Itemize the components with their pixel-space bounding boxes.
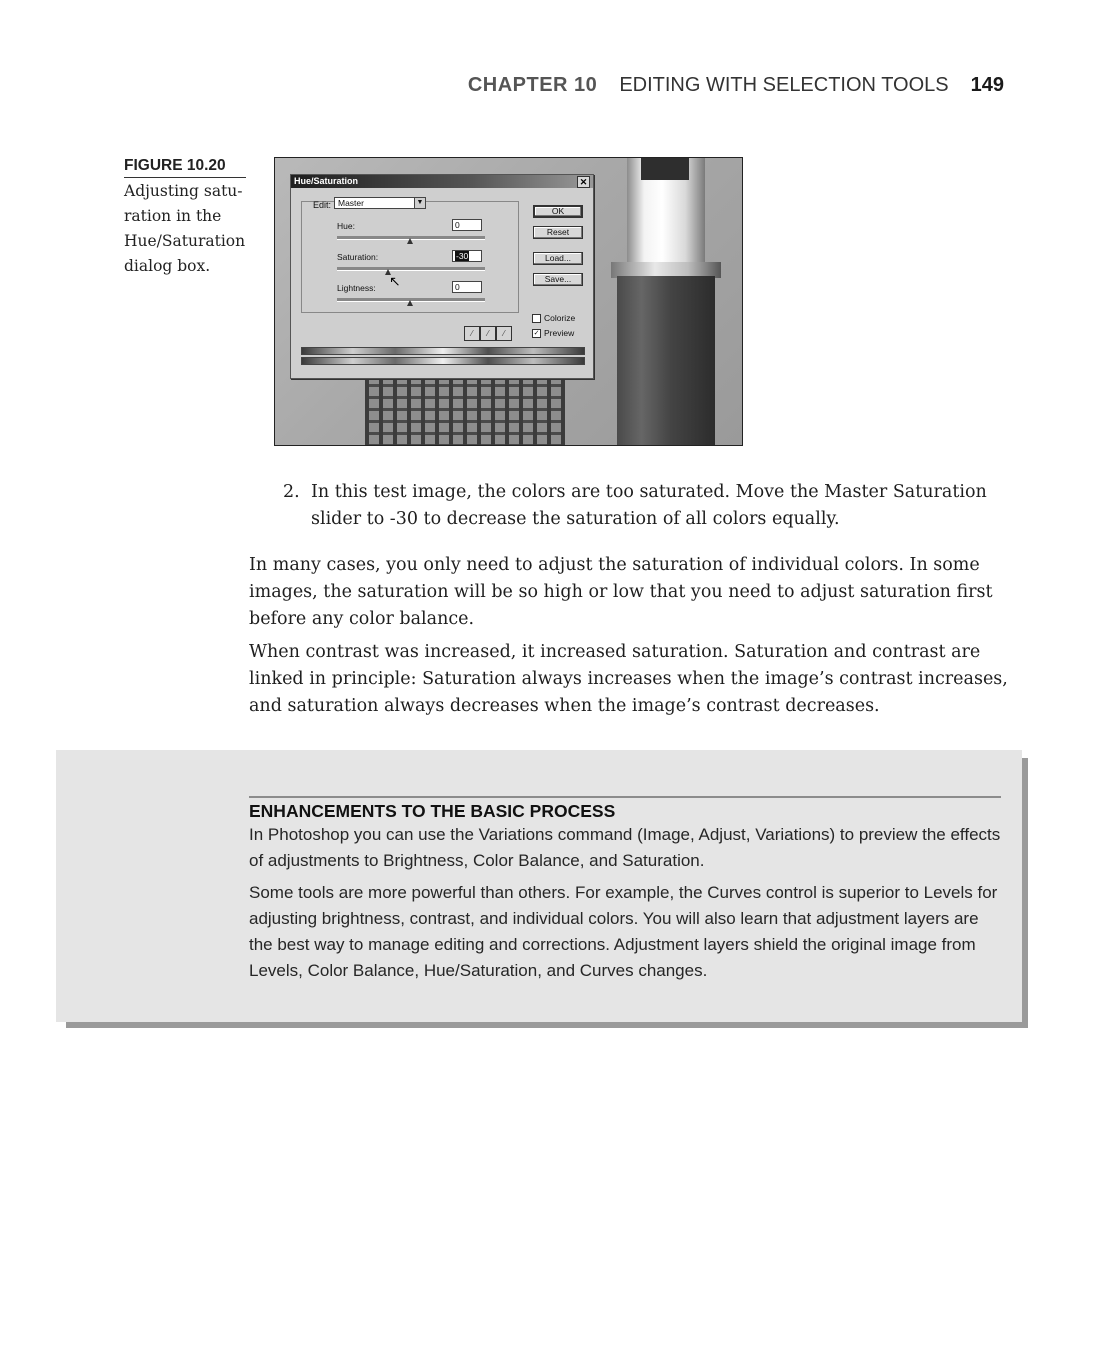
sidebar-heading: ENHANCEMENTS TO THE BASIC PROCESS (249, 801, 616, 821)
sidebar-rule (249, 796, 1001, 798)
body-paragraph: In many cases, you only need to adjust the saturation of individual colors. In some images, the saturation will be so high or low that you need to adjust saturation first before any color balance. (249, 555, 993, 629)
preview-checkbox[interactable] (532, 328, 574, 338)
colorize-label: Colorize (544, 313, 576, 323)
close-icon[interactable]: ✕ (577, 176, 590, 188)
eyedropper-minus-icon[interactable]: ⁄ (496, 326, 512, 341)
sidebar-paragraph: Some tools are more powerful than others. For example, the Curves control is superior to Levels for adjusting brightness, contrast, and individual colors. You will also learn that adjustment layers are the best way to manage editing and corrections. Adjustment layers shield the original image from Levels, Color Balance, Hue/Saturation, and Curves changes. (249, 883, 998, 980)
load-button[interactable]: Load... (533, 252, 583, 265)
mouse-pointer-icon: ↖ (389, 273, 401, 289)
eyedropper-plus-icon[interactable]: ⁄ (480, 326, 496, 341)
running-head (468, 74, 1004, 97)
sidebar-box (56, 750, 1022, 1022)
dialog-title: Hue/Saturation (294, 176, 359, 186)
figure-caption-text: Adjusting satu- ration in the Hue/Saturation dialog box. (124, 182, 246, 275)
sidebar-content (249, 796, 1001, 990)
edit-label: Edit: (313, 200, 332, 210)
lightness-slider-thumb[interactable] (407, 300, 413, 306)
hue-input[interactable] (452, 219, 482, 231)
chevron-down-icon: ▼ (414, 198, 425, 208)
hue-label: Hue: (337, 221, 355, 231)
ok-button[interactable]: OK (533, 205, 583, 218)
body-text (249, 552, 1009, 726)
saturation-label: Saturation: (337, 252, 379, 262)
color-spectrum-bar-top (301, 347, 585, 355)
edit-select-value: Master (338, 198, 364, 208)
hue-input-value: 0 (455, 220, 460, 230)
edit-select[interactable] (334, 197, 426, 209)
preview-checkbox-box[interactable]: ✓ (533, 329, 540, 337)
lightness-label: Lightness: (337, 283, 376, 293)
chapter-label: CHAPTER 10 (467, 74, 598, 96)
page-number: 149 (970, 74, 1004, 96)
step-number: 2. (283, 482, 300, 502)
eyedropper-icon[interactable]: ⁄ (464, 326, 480, 341)
reset-button[interactable]: Reset (533, 226, 583, 239)
saturation-slider[interactable] (337, 267, 485, 271)
lightness-input[interactable] (452, 281, 482, 293)
body-paragraph: When contrast was increased, it increased saturation. Saturation and contrast are linked in principle: Saturation always increases when the image’s contrast increases, and saturation always decreases when the image’s contrast decreases. (249, 642, 1008, 716)
step-text: In this test image, the colors are too saturated. Move the Master Saturation slider to -30 to decrease the saturation of all colors equally. (311, 482, 987, 529)
figure-label: FIGURE 10.20 (124, 156, 246, 178)
rocket-tip (641, 158, 689, 180)
figure-caption (124, 156, 246, 279)
preview-label: Preview (544, 328, 575, 338)
color-spectrum-bar-bottom (301, 357, 585, 365)
dialog-titlebar (291, 175, 593, 188)
sidebar-paragraph: In Photoshop you can use the Variations command (Image, Adjust, Variations) to preview the effects of adjustments to Brightness, Color Balance, and Saturation. (249, 825, 1001, 870)
colorize-checkbox[interactable] (532, 313, 575, 323)
numbered-step (283, 479, 1003, 533)
lightness-input-value: 0 (455, 282, 460, 292)
saturation-input-value: -30 (456, 251, 469, 261)
master-group-box (301, 201, 519, 313)
rocket-lower-stage (617, 276, 715, 446)
saturation-input[interactable] (452, 250, 482, 262)
save-button[interactable]: Save... (533, 273, 583, 286)
hue-slider-thumb[interactable] (407, 238, 413, 244)
hue-saturation-dialog (290, 174, 594, 379)
eyedropper-tools (464, 326, 512, 341)
figure-screenshot (274, 157, 743, 446)
colorize-checkbox-box[interactable] (532, 314, 541, 323)
launch-gantry (365, 368, 565, 446)
chapter-title: EDITING WITH SELECTION TOOLS (619, 74, 949, 96)
